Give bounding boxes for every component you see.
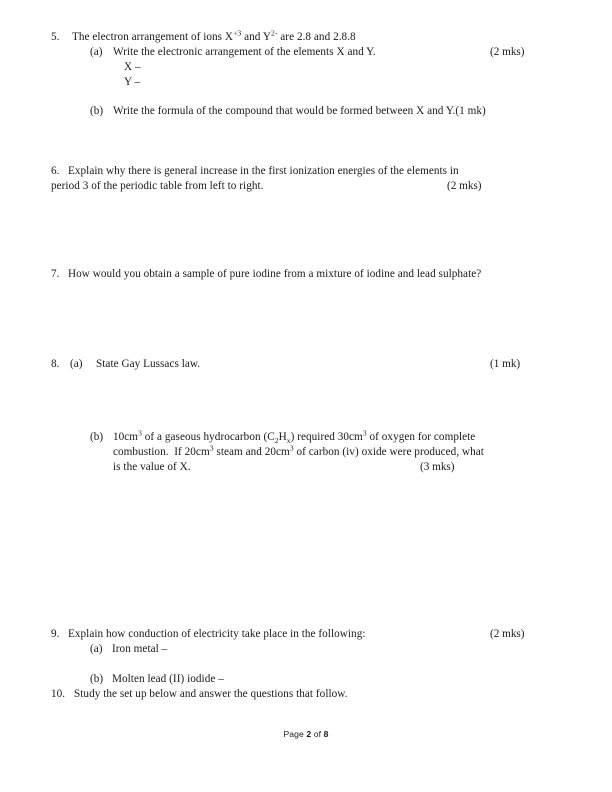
question-5a-text: Write the electronic arrangement of the elements X and Y. [113,46,376,58]
question-5-number: 5. [51,31,60,43]
q8b-l2-sup1: 3 [209,443,214,453]
question-8b-label: (b) [90,431,104,443]
question-9a-label: (a) [90,643,103,655]
q8b-l1-sub2: x [286,436,291,446]
question-8b-line3: is the value of X. [113,461,191,473]
footer-prefix: Page [283,729,307,739]
q5-stem-part3: are 2.8 and 2.8.8 [277,31,356,43]
q8b-l1-sub1: 2 [274,436,279,446]
question-5b-label: (b) [90,105,104,117]
question-8b-marks: (3 mks) [420,461,455,473]
footer-current-page: 2 [306,729,312,739]
q8b-l1-sup2: 3 [362,428,367,438]
q5-charge-x: +3 [233,28,242,38]
question-6-marks: (2 mks) [447,180,482,192]
question-6-line2: period 3 of the periodic table from left to right. [51,180,264,192]
question-9a-text: Iron metal – [112,643,168,655]
question-8a-text: State Gay Lussacs law. [96,358,201,370]
question-10-text: Study the set up below and answer the questions that follow. [74,688,348,700]
footer-middle: of [311,729,324,739]
question-9-stem: Explain how conduction of electricity take place in the following: [68,628,366,640]
q8b-l1-p3: H [278,431,287,443]
question-7-text: How would you obtain a sample of pure iodine from a mixture of iodine and lead sulphate? [68,268,482,280]
q8b-l1-p4: ) required 30cm [290,431,363,443]
q5-stem-part2: and Y [241,31,271,43]
question-9-marks: (2 mks) [490,628,525,640]
footer-total-pages: 8 [323,729,329,739]
question-8a-marks: (1 mk) [490,358,521,370]
page-footer [0,729,612,739]
question-6-number: 6. [51,165,60,177]
q8b-l2-p3: of carbon (iv) oxide were produced, what [293,446,484,458]
question-5-answer-line-x: X – [124,61,141,73]
question-5-stem [72,30,562,45]
question-5a-label: (a) [90,46,103,58]
question-9b-text: Molten lead (II) iodide – [112,673,224,685]
question-6-line1: Explain why there is general increase in the first ionization energies of the elements in [68,165,459,177]
question-8a-label: (a) [70,358,83,370]
question-10-number: 10. [51,688,65,700]
q8b-l1-p2: of a gaseous hydrocarbon (C [141,431,275,443]
question-7-number: 7. [51,268,60,280]
question-9-number: 9. [51,628,60,640]
question-5a-marks: (2 mks) [490,46,525,58]
question-5-answer-line-y: Y – [124,76,141,88]
question-8b-line2 [113,445,573,460]
question-8b-line1 [113,430,563,445]
question-9b-label: (b) [90,673,104,685]
q8b-l2-p1: combustion. If 20cm [113,446,210,458]
question-8-number: 8. [51,358,60,370]
q5-stem-part1: The electron arrangement of ions X [72,31,234,43]
q5-charge-y: 2- [270,28,278,38]
q8b-l2-sup2: 3 [289,443,294,453]
q8b-l1-p5: of oxygen for complete [366,431,476,443]
q8b-l1-p1: 10cm [113,431,139,443]
question-5b-text: Write the formula of the compound that would be formed between X and Y.(1 mk) [113,105,486,117]
q8b-l2-p2: steam and 20cm [213,446,290,458]
q8b-l1-sup1: 3 [138,428,142,438]
